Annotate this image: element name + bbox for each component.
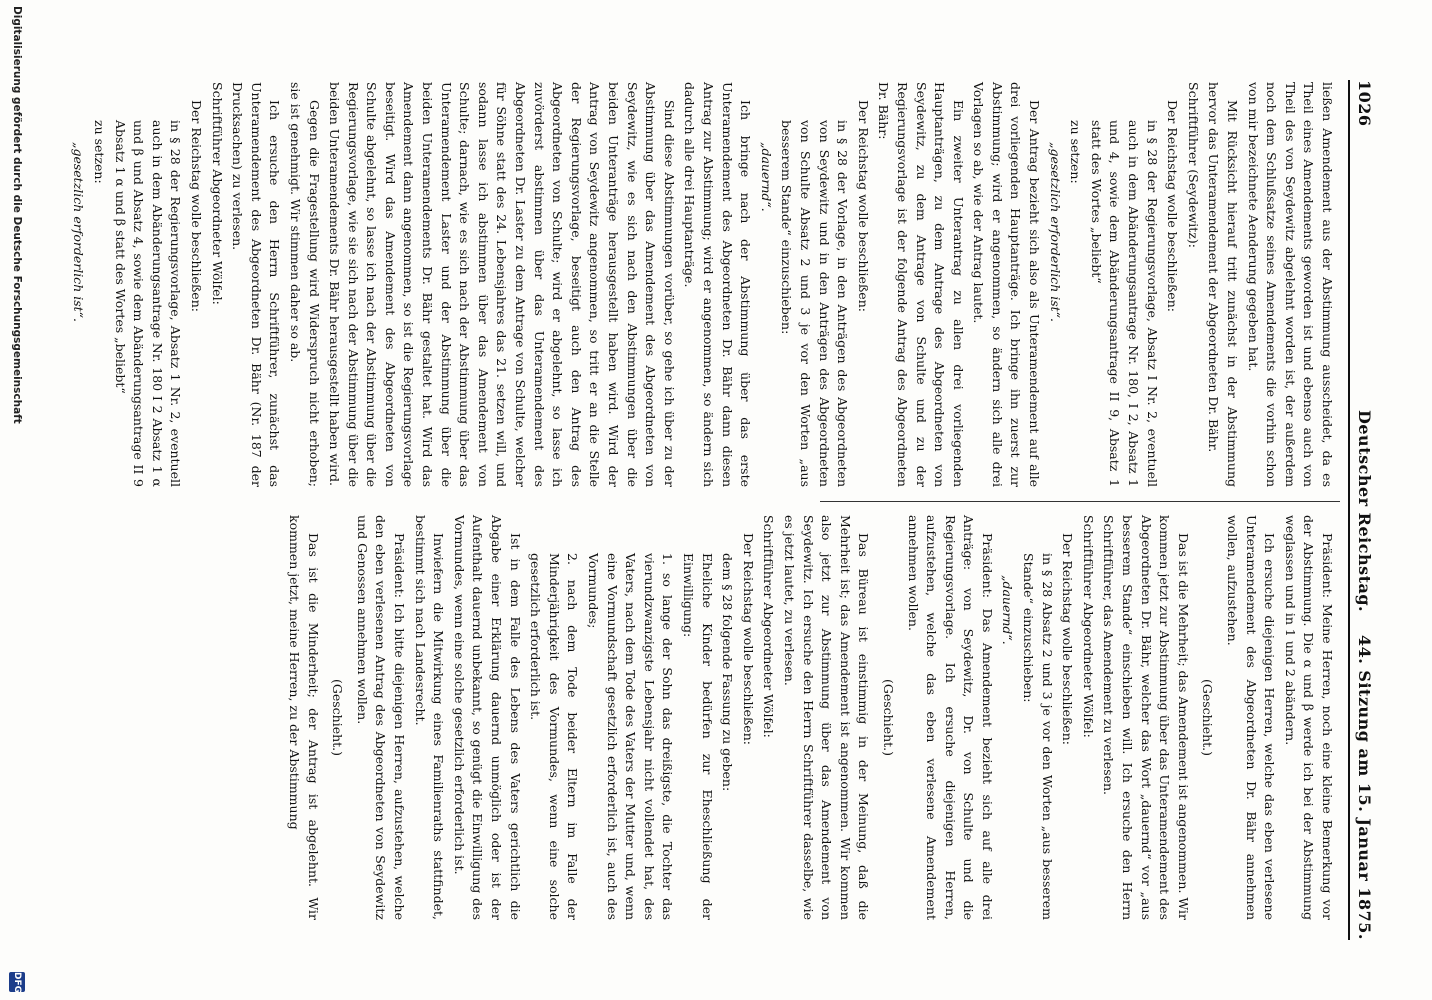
paragraph: Mit Rücksicht hierauf tritt zunächst in der Abstimmung hervor das Unteramendement der Abgeordneten Dr. Bähr. xyxy=(1206,82,1241,487)
paragraph: 1. so lange der Sohn das dreißigste, die Tochter das vierundzwanzigste Lebensjahr nicht vollendet hat, des Vaters, nach dem Tode des Vaters der Mutter und, wenn eine Vormundschaft gesetzlich erforderlich ist, auch des Vormundes; xyxy=(586,553,676,920)
footer-credit: Digitalisierung gefördert durch die Deutsche Forschungsgemeinschaft xyxy=(11,6,23,424)
paragraph: dem § 28 folgende Fassung zu geben: xyxy=(720,553,736,792)
paragraph: zu setzen: xyxy=(92,120,107,184)
paragraph: in § 28 Absatz 2 und 3 je vor den Worten „aus besserem Stande“ einzuschieben: xyxy=(1021,553,1055,920)
paragraph: Der Reichstag wolle beschließen: xyxy=(1060,533,1076,745)
paragraph: „dauernd“. xyxy=(1000,575,1016,645)
paragraph: „dauernd“. xyxy=(758,142,774,212)
paragraph: (Geschieht.) xyxy=(1200,678,1216,757)
digitization-footer xyxy=(4,0,26,1000)
session-info: 44. Sitzung am 15. Januar 1875. xyxy=(1355,635,1374,940)
paragraph: Der Reichstag wolle beschließen: xyxy=(188,100,204,312)
paragraph: (Geschieht.) xyxy=(330,678,346,757)
paragraph: Der Reichstag wolle beschließen: xyxy=(855,100,871,312)
paragraph: in § 28 der Vorlage, in den Anträgen des Abgeordneten von Seydewitz und in den Anträgen des Abgeordneten von Schulte Absatz 2 und 3 je vor den Worten „aus besserem Stande“ einzuschieben: xyxy=(779,120,851,487)
paragraph: Der Antrag bezieht sich also als Unteramendement auf alle drei vorliegenden Hauptanträge. Ich bringe ihn zuerst zur Abstimmung; wird er angenommen, so ändern sich alle drei Vorlagen so ab, wie der Antrag lautet. xyxy=(971,82,1043,487)
paragraph: Inwiefern die Mitwirkung eines Familienraths stattfindet, bestimmt sich nach Landesrecht. xyxy=(412,515,447,920)
paragraph: 2. nach dem Tode beider Eltern im Falle der Minderjährigkeit des Vormundes, wenn eine solche gesetzlich erforderlich ist. xyxy=(528,553,581,920)
paragraph: Gegen die Fragestellung wird Widerspruch nicht erhoben; sie ist genehmigt. Wir stimmen daher so ab. xyxy=(287,82,322,487)
paragraph: in § 28 der Regierungsvorlage, Absatz 1 Nr. 2, eventuell auch in dem Abänderungsantrage Nr. 180 I 2 Absatz 1 α und β und Absatz 4, sowie dem Abänderungsantrage II 9 Absatz 1 α und β statt des Wortes „beliebt“ xyxy=(112,120,184,487)
paragraph: Ich ersuche diejenigen Herren, welche das eben verlesene Unteramendement des Abgeordneten Dr. Bähr annehmen wollen, aufzustehen. xyxy=(1225,515,1278,920)
paragraph: Ist in dem Falle des Lebens des Vaters gerichtlich die Abgabe einer Erklärung dauernd unmöglich oder ist der Aufenthalt dauernd unbekannt, so genügt die Einwilligung des Vormundes, wenn eine solche gesetzlich erforderlich ist. xyxy=(451,515,523,920)
paragraph: zu setzen: xyxy=(1068,120,1084,184)
paragraph: Das Büreau ist einstimmig in der Meinung, daß die Mehrheit ist; das Amendement ist angenommen. Wir kommen also jetzt zur Abstimmung über das Amendement von Seydewitz. Ich ersuche den Herrn Schriftführer dasselbe, wie es jetzt lautet, zu verlesen. xyxy=(781,515,872,920)
left-text-column xyxy=(71,82,1336,487)
paragraph: Der Reichstag wolle beschließen: xyxy=(740,533,756,745)
running-title: Deutscher Reichstag. xyxy=(1355,410,1374,613)
paragraph: (Geschieht.) xyxy=(880,678,896,757)
paragraph: Präsident: Das Amendement bezieht sich auf alle drei Anträge: von Seydewitz, Dr. von Schulte und die Regierungsvorlage. Ich ersuche diejenigen Herren, aufzustehen, welche das eben verlesene Amendement annehmen wollen. xyxy=(905,515,995,920)
paragraph: in § 28 der Regierungsvorlage, Absatz I Nr. 2, eventuell auch in dem Abänderungsantrage Nr. 180, I 2, Absatz 1 und 4, sowie dem Abänderungsantrage II 9, Absatz 1 statt des Wortes „beliebt“ xyxy=(1088,120,1160,487)
paragraph: Schriftführer Abgeordneter Wölfel: xyxy=(1080,515,1096,738)
dfg-logo-icon: DFG xyxy=(9,972,25,992)
paragraph: Präsident: Ich bitte diejenigen Herren, aufzustehen, welche den eben verlesenen Antrag des Abgeordneten von Seydewitz und Genossen annehmen wollen. xyxy=(354,515,408,920)
paragraph: Das ist die Minderheit; der Antrag ist abgelehnt. Wir kommen jetzt, meine Herren, zu der Abstimmung xyxy=(287,515,321,920)
paragraph: Sind diese Abstimmungen vorüber, so gehe ich über zu der Abstimmung über das Amendement des Abgeordneten von Seydewitz, wie es sich nach den Abstimmungen über die beiden Unteranträge herausgestellt haben wird. Wird der Antrag von Seydewitz angenommen, so tritt er an die Stelle der Regierungsvorlage, beseitigt auch den Antrag des Abgeordneten von Schulte; wird er abgelehnt, so lasse ich zuvörderst abstimmen über das Unteramendement des Abgeordneten Dr. Laster zu dem Antrage von Schulte, welcher für Söhne statt des 24. Lebensjahres das 21. setzen will, und sodann lasse ich abstimmen über das Amendement von Schulte; darnach, wie es sich nach der Abstimmung über das Unteramendement Laster und der Abstimmung über die beiden Unteramendements Dr. Bähr gestaltet hat. Wird das Amendement dann angenommen, so ist die Regierungsvorlage beseitigt. Wird das Amendement des Abgeordneten von Schulte abgelehnt, so lasse ich nach der Abstimmung über die Regierungsvorlage, wie sie sich nach der Abstimmung über die beiden Unteramendements Dr. Bähr herausgestellt haben wird. xyxy=(327,82,677,487)
paragraph: Das ist die Mehrheit; das Amendement ist angenommen. Wir kommen jetzt zur Abstimmung über das Unteramendement des Abgeordneten Dr. Bähr, welcher das Wort „dauernd“ vor „aus besserem Stande“ einschieben will. Ich ersuche den Herrn Schriftführer, das Amendement zu verlesen. xyxy=(1101,515,1191,920)
page-number: 1026 xyxy=(1355,80,1374,127)
paragraph: ließen Amendement aus der Abstimmung ausscheidet, da es Theil eines Amendements geworden ist und ebenso auch von Theil des von Seydewitz abgelehnt worden ist, der außerdem noch dem Schlußsatze seines Amendements die vorhin schon von mir bezeichnete Aenderung gegeben hat. xyxy=(1245,82,1335,487)
paragraph: Ich bringe nach der Abstimmung über das erste Unteramendement des Abgeordneten Dr. Bähr dann diesen Antrag zur Abstimmung; wird er angenommen, so ändern sich dadurch alle drei Hauptanträge. xyxy=(682,82,754,487)
paragraph: Ein zweiter Unterantrag zu allen drei vorliegenden Hauptanträgen, zu dem Antrage des Abgeordneten von Seydewitz, zu dem Antrage von Schulte und zu der Regierungsvorlage ist der folgende Antrag des Abgeordneten Dr. Bähr: xyxy=(876,82,966,487)
paragraph: „gesetzlich erforderlich ist“. xyxy=(1047,142,1063,323)
paragraph: „gesetzlich erforderlich ist“. xyxy=(71,142,87,323)
paragraph: Schriftführer Abgeordneter Wölfel: xyxy=(761,515,777,738)
page-header xyxy=(1348,80,1374,940)
column-divider xyxy=(820,501,1340,502)
paragraph: Eheliche Kinder bedürfen zur Eheschließung der Einwilligung: xyxy=(681,553,715,920)
paragraph: Ich ersuche den Herrn Schriftführer, zunächst das Unteramendement des Abgeordneten Dr. Bähr (Nr. 187 der Drucksachen) zu verlesen. xyxy=(230,82,283,487)
paragraph: Präsident: Meine Herren, noch eine kleine Bemerkung vor der Abstimmung. Die α und β werde ich bei der Abstimmung weglassen und in 1 und 2 abändern. xyxy=(1282,515,1335,920)
right-text-column xyxy=(96,515,1336,920)
paragraph: Der Reichstag wolle beschließen: xyxy=(1165,100,1181,312)
paragraph: Schriftführer (Seydewitz): xyxy=(1185,82,1201,248)
paragraph: Schriftführer Abgeordneter Wölfel: xyxy=(209,82,225,305)
